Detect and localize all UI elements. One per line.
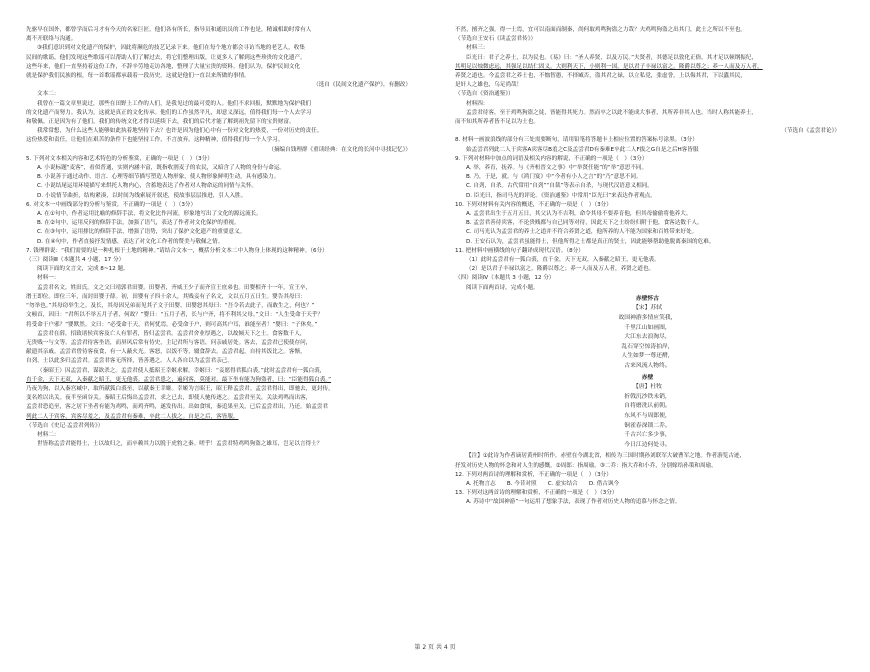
text-line: 是奸人之雄也，乌足尚哉！ bbox=[455, 82, 523, 89]
text-line: 列此二人于宾客，宾客尽羞之，及孟尝君有秦难，卒此二人拔之。自是之后，客皆服。 bbox=[26, 413, 239, 420]
text-line: 的文化遗产而努力。我认为，这就是真正的文化传承。他们的工作虽然平凡，却意义深远，值得我们每一个人去学习 bbox=[26, 109, 312, 116]
text-line: 11. 把材料中画横线的句子翻译成现代汉语。（8分） bbox=[455, 247, 584, 254]
text-line: D. 臣光曰，指司马光的评论。《资治通鉴》中常用“臣光曰”来表达作者观点。 bbox=[466, 192, 656, 199]
text-line: 文本二： bbox=[37, 91, 60, 98]
text-line: 5. 下列对文本相关内容和艺术特色的分析鉴赏，正确的一项是（ ）（3分） bbox=[26, 155, 213, 162]
poem-line: 千里江山如画图， bbox=[624, 324, 671, 331]
text-line: 孟尝君恐追至，客之居下坐者有能为鸡鸣，而鸡齐鸣，遂发传出。出如食顷，秦追果至关，已后孟尝君出，乃还。始孟尝君 bbox=[26, 404, 329, 411]
text-line: C. 司马光认为孟尝君的养士之道并不符合养贤之道，他所养的人不能为国家和百姓带来好处。 bbox=[466, 229, 698, 236]
text-line: 先驱早在国外，都曾学而后习才有今天的名家巨匠。他们各有所长，指导员和通讯员的工作也是，精诚相助时常有人 bbox=[26, 27, 312, 33]
poem-line: 今日江边何处寻。 bbox=[624, 441, 671, 448]
text-line: 无贵贱一与文等。孟尝君待客坐语，而屏风后常有侍史，主记君所与客语，问亲戚居处。客去，孟尝君已使使存问， bbox=[26, 339, 312, 346]
text-line: A. 举，养育，抚养。与《齐桓晋文之事》中“举贤任能”的“举”意思不同。 bbox=[466, 165, 648, 172]
text-line: （节选自《孟尝君论》） bbox=[781, 128, 840, 135]
text-line: 6. 对文本一中画线部分的分析与鉴赏，不正确的一项是（ ）（3分） bbox=[26, 201, 197, 208]
text-line: （1）此时孟尝君有一狐白裘，直千金，天下无双，入秦献之昭王，更无他裘。 bbox=[466, 257, 660, 264]
text-line: 不然，擅齐之强，得一士焉，宜可以南面而制秦，尚何取鸡鸣狗盗之力哉？夫鸡鸣狗盗之出其门，此士之所以不至也。 bbox=[455, 27, 746, 33]
right-column-bottom bbox=[455, 452, 840, 507]
poem-line: 大江东去浪淘尽， bbox=[624, 334, 671, 341]
text-line: D. 在④句中，作者直接抒发情感，表达了对文化工作者的赞美与敬佩之情。 bbox=[37, 238, 224, 245]
text-line: 文顿首，因曰：“君所以不举五月子者，何故？”婴曰：“五月子者，长与户齐，将不利其父母。”文曰：“人生受命于天乎？ bbox=[26, 312, 323, 319]
text-line: 这些年来，他们一直坚持着这份工作，不辞辛劳地走访各地，整理了大量宝贵的资料。他们认为，保护民间文化 bbox=[26, 63, 301, 70]
text-line: A. 苏诗中“故国神游”一句运用了想象手法，表现了作者对历史人物的追慕与怀念之情。 bbox=[466, 499, 681, 506]
text-line: 材料三： bbox=[466, 45, 489, 52]
text-line: 世皆称孟尝君能得士，士以故归之，而卒赖其力以脱于虎豹之秦。嗟乎！孟尝君特鸡鸣狗盗之雄耳，岂足以言得士？ bbox=[37, 441, 323, 448]
text-line: 臣光曰：君子之养士，以为民也。《易》曰：“圣人养贤，以及万民。”夫贤者，其德足以敦化正俗，其才足以顿纲振纪， bbox=[466, 54, 758, 61]
text-line: 其明足以烛微虑远，其强足以结仁固义。大则利天下，小则利一国。是以君子丰禄以富之，隆爵以尊之；养一人而及万人者， bbox=[455, 63, 763, 70]
right-column bbox=[455, 26, 840, 638]
text-line: 12. 下列对两首诗的理解和赏析，不正确的一项是（ ）（3分） bbox=[455, 471, 612, 478]
text-line: 湣王即位。即位三年，而封田婴于薛。初，田婴有子四十余人，其贱妾有子名文，文以五月五日生。婴告其母曰： bbox=[26, 293, 306, 300]
text-line: ③我们意识到对文化遗产的保护，因此将濒危的技艺记录下来。他们在每个地方都会寻访当地的老艺人，收集 bbox=[37, 45, 305, 52]
text-line: A. 孟尝君出生于五月五日，其父认为不吉利，命令其母不要养育他，但其母偷偷将他养大。 bbox=[466, 211, 692, 218]
text-line: C. 自刭，自杀。古代常用“自刭”“自裁”等表示自杀，与现代汉语意义相同。 bbox=[466, 183, 653, 190]
right-column-top bbox=[455, 26, 840, 293]
text-line: 10. 下列对材料有关内容的概述，不正确的一项是（ ）（3分） bbox=[455, 201, 612, 208]
text-line: “勿举也。”其母窃举生之。及长，其母因兄弟而见其子文于田婴。田婴怒其母曰：“吾令若去此子，而敢生之，何也？” bbox=[26, 303, 315, 310]
text-line: B. 小说善于通过动作、语言、心理等细节描写塑造人物形象，使人物形象鲜明生动，具有感染力。 bbox=[37, 174, 280, 181]
poem-line: 千古兴亡多少事， bbox=[624, 432, 671, 439]
text-line: 8. 材料一画波浪线的部分有三处需要断句，请用铅笔将答题卡上相应位置的答案标号涂黑。（3分） bbox=[455, 137, 698, 144]
text-line: 养贤之道也。今孟尝君之养士也，不恤智愚，不择臧否，盗其君之禄，以立私党，张虚誉，上以侮其君，下以蠹其民， bbox=[455, 73, 746, 80]
poem-line: 自将磨洗认前朝。 bbox=[624, 403, 671, 410]
text-line: （节选自《史记·孟尝君列传》） bbox=[26, 422, 104, 429]
text-line: 就是保护我们民族的根，每一首歌谣都承载着一段历史。这就是他们一直以来所做的事情。 bbox=[26, 73, 250, 80]
text-line: 抒发对历史人物的怀念和对人生的感慨。②周郎：指周瑜。③二乔：指大乔和小乔，分别嫁给孙策和周瑜。 bbox=[455, 462, 717, 469]
text-line: （秦昭王）囚孟尝君，谋欲杀之。孟尝君使人抵昭王幸姬求解。幸姬曰：“妾愿得君狐白裘。”此时孟尝君有一狐白裘， bbox=[37, 367, 326, 374]
text-line: （节选自《资治通鉴》） bbox=[455, 91, 514, 98]
text-line: 和敬佩。正是因为有了他们，我们的传统文化才得以延续下去，我们的后代才能了解到祖先留下的宝贵财富。 bbox=[26, 119, 295, 126]
text-line: （节选自王安石《读孟尝君传》） bbox=[455, 36, 537, 43]
poem-line: 东风不与周郎便， bbox=[624, 413, 671, 420]
text-line: 将受命于户邪？”婴默然。文曰：“必受命于天，君何忧焉。必受命于户，则可高其户耳，谁能至者！”婴曰：“子休矣。” bbox=[26, 321, 318, 328]
poem-1-author: 【宋】苏轼 bbox=[633, 305, 662, 312]
poem-line: 故国神游多情应笑我， bbox=[618, 315, 677, 322]
text-line: 我常常想，为什么这些人能够如此执着地坚持下去？也许是因为他们心中有一份对文化的热爱，一份对历史的责任。 bbox=[37, 128, 323, 135]
text-line: 材料四： bbox=[466, 100, 489, 107]
text-line: 献遗其亲戚。孟尝君曾待客夜食，有一人蔽火光。客怒，以饭不等，辍食辞去。孟尝君起，自持其饭比之。客惭， bbox=[26, 349, 306, 356]
text-line: 【注】①此诗为作者谪居黄州时所作。赤壁在今湖北省，相传为三国时期孙刘联军大破曹军之地。作者游览古迹， bbox=[466, 453, 746, 460]
poem-line: 乱石穿空惊涛拍岸， bbox=[621, 343, 674, 350]
poem-2-title: 赤壁 bbox=[641, 374, 654, 381]
text-line: 变名姓以出关。夜半至函谷关。秦昭王后悔出孟尝君，求之已去，即使人驰传逐之。孟尝君至关，关法鸡鸣而出客， bbox=[26, 395, 312, 402]
text-line: 我曾在一篇文章里说过，那些在田野上工作的人们，是我见过的最可爱的人。他们不求回报，默默地为保护我们 bbox=[37, 100, 312, 107]
text-line: 而不知其所养者皆不足以为士也。 bbox=[455, 119, 539, 126]
text-line: D. 小说情节曲折，结构紧凑，以时间为线索展开叙述，使故事层层推进，引人入胜。 bbox=[37, 192, 247, 199]
text-line: （三）阅读Ⅲ（本题共 4 小题，17 分） bbox=[26, 257, 125, 264]
text-line: A. 小说标题“麦客”，看似普通，实则内涵丰富，既指收割麦子的农民，又暗含了人物的身份与命运。 bbox=[37, 165, 286, 172]
poem-2-author: 【唐】杜牧 bbox=[633, 384, 662, 391]
text-line: A. 托物言志 B. 今昔对照 C. 虚实结合 D. 借古讽今 bbox=[466, 481, 620, 487]
text-line: 自刭。士以此多归孟尝君。孟尝君客无所择，皆善遇之。人人各自以为孟尝君亲己。 bbox=[26, 358, 233, 365]
text-line: 13. 下列对这两首诗的理解和赏析，不正确的一项是（ ）（3分） bbox=[455, 490, 618, 497]
text-line: （摘编自钱理群《重读经典：在文化的长河中寻找记忆》） bbox=[268, 146, 411, 153]
poem-line: 人生如梦一尊还酹， bbox=[621, 353, 674, 360]
text-line: B. 在②句中，运用反问的修辞手法，加强了语气，表达了作者对文化保护的重视。 bbox=[37, 220, 240, 227]
page-number: 第 2 页 共 4 页 bbox=[414, 644, 456, 651]
poem-line: 折戟沉沙铁未销， bbox=[624, 393, 671, 400]
text-line: D. 王安石认为，孟尝君虽能得士，但他所得之士都是真正的贤士，因此能够帮助他脱离秦国的危难。 bbox=[466, 238, 715, 245]
text-line: A. 在①句中，作者运用比喻的修辞手法，将文化比作河流，形象地写出了文化的源远流长。 bbox=[37, 211, 262, 218]
text-line: 材料一： bbox=[37, 275, 60, 282]
poem-2 bbox=[455, 374, 840, 451]
text-line: C. 在③句中，运用排比的修辞手法，增强了语势，突出了保护文化遗产的重要意义。 bbox=[37, 229, 246, 236]
left-column bbox=[26, 26, 411, 638]
poem-1 bbox=[455, 295, 840, 372]
text-line: 始孟尝君列此二人于宾客A宾客尽B羞之C及孟尝君D有秦难E卒此二人F拔之G自是之后H客皆服 bbox=[466, 146, 699, 153]
text-line: 孟尝君在薛，招致诸侯宾客及亡人有罪者，皆归孟尝君。孟尝君舍业厚遇之，以故倾天下之士。食客数千人， bbox=[37, 330, 306, 337]
text-line: 直千金，天下无双，入秦献之昭王，更无他裘。孟尝君患之，遍问客，莫能对。最下坐有能为狗盗者，曰：“臣能得狐白裘。” bbox=[26, 376, 332, 383]
text-line: 这份热爱和责任，让他们在艰苦的条件下也能坚持工作，不言放弃。这种精神，值得我们每一个人学习。 bbox=[26, 137, 284, 144]
poem-1-title: 赤壁怀古 bbox=[635, 295, 660, 302]
text-line: 阅读下面的文言文，完成 8~12 题。 bbox=[37, 266, 129, 273]
text-line: 孟尝君待客，至于鸡鸣狗盗之徒，皆能得其死力。然而卒之以此不能成大事者，其所养非其人也。当时人称其能养士， bbox=[466, 109, 757, 116]
text-line: C. 小说结尾运用环境描写来烘托人物内心，含蓄地表达了作者对人物命运的同情与关怀。 bbox=[37, 183, 258, 190]
text-line: （四）阅读Ⅳ（本题共 3 小题，12 分） bbox=[455, 275, 555, 282]
text-line: 孟尝君名文，姓田氏。文之父曰靖郭君田婴。田婴者，齐威王少子而齐宣王庶弟也。田婴相齐十一年，宣王卒， bbox=[37, 284, 312, 291]
text-line: 离不开联络与沟通。 bbox=[26, 36, 77, 43]
poem-line: 古来风流人物终。 bbox=[624, 363, 671, 370]
text-line: B. 乃，于是，就。与《鸿门宴》中“今者有小人之言”的“乃”意思不同。 bbox=[466, 174, 642, 181]
text-line: （选自《民间文化遗产保护》，有删改） bbox=[313, 82, 411, 89]
poem-line: 铜雀春深锁二乔。 bbox=[624, 422, 671, 429]
text-line: （2）是以君子丰禄以富之，隆爵以尊之；养一人而及万人者，养贤之道也。 bbox=[466, 266, 655, 273]
text-line: 9. 下列对材料中加点的词语及相关内容的解说，不正确的一项是（ ）（3分） bbox=[455, 155, 648, 162]
text-line: 阅读下面两首诗，完成小题。 bbox=[466, 284, 539, 291]
text-line: B. 孟尝君善待宾客，不论贵贱都与自己同等对待，因此天下之士纷纷归附于他，食客达数千人。 bbox=[466, 220, 703, 227]
text-line: 7. 钱理群说：“我们需要的是一种扎根于土地的精神。”请结合文本一，概括分析文本二中人物身上体现的这种精神。（6分） bbox=[26, 247, 328, 254]
text-line: 乃夜为狗，以入秦宫臧中，取所献狐白裘至，以献秦王幸姬。幸姬为言昭王，昭王释孟尝君。孟尝君得出，即驰去，更封传， bbox=[26, 385, 334, 392]
text-line: 材料二： bbox=[37, 431, 60, 438]
text-line: 民间的歌谣。他们发现这些歌谣可以帮助人们了解过去，将它们整理出版，让更多人了解到这些珍贵的文化遗产。 bbox=[26, 54, 306, 61]
